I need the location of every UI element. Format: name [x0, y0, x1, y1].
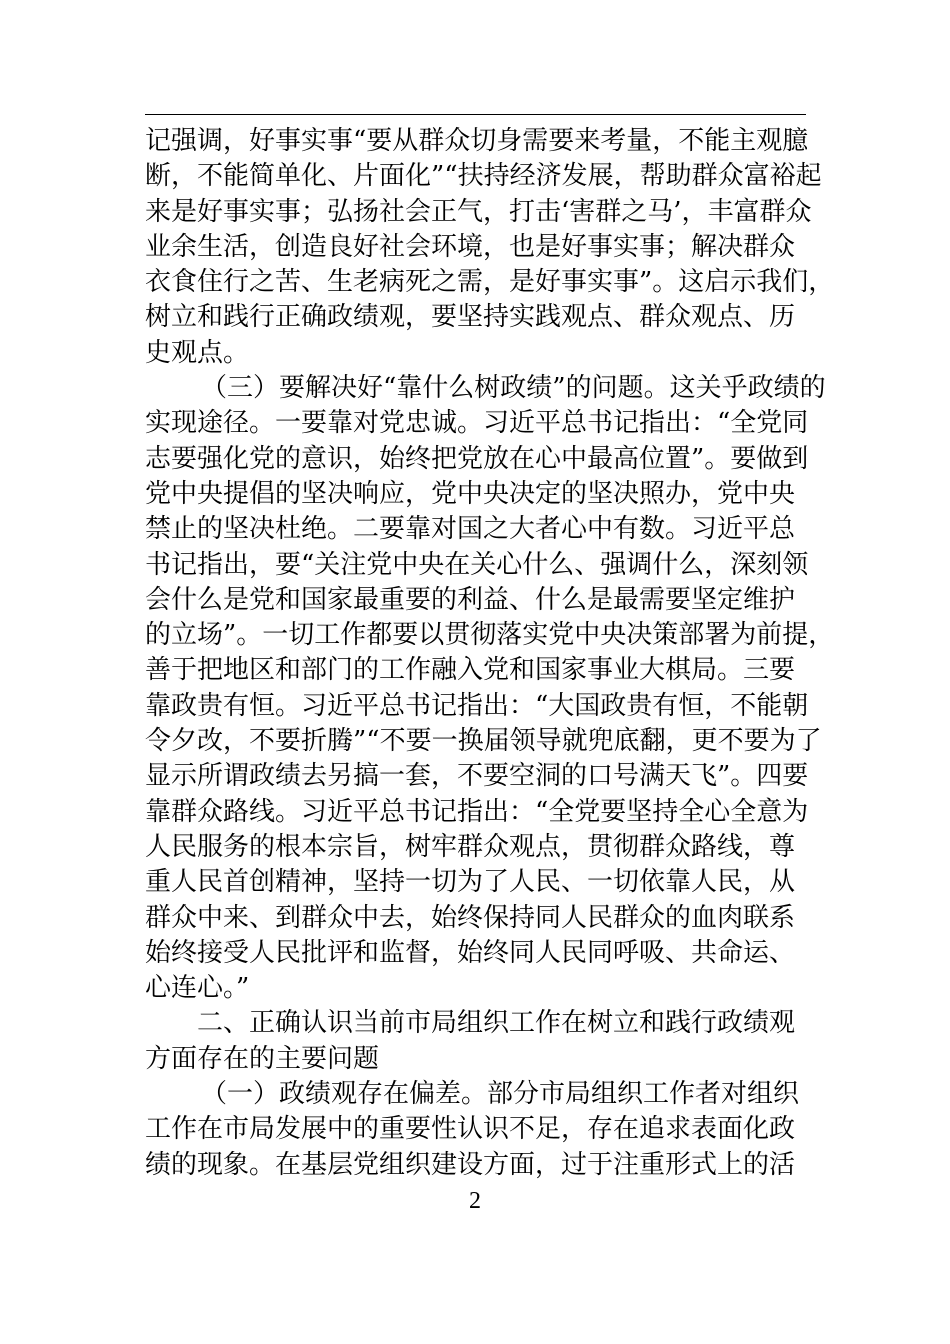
text-line: 靠群众路线。习近平总书记指出：“全党要坚持全心全意为	[145, 796, 809, 827]
paragraph-start-line: （一）政绩观存在偏差。部分市局组织工作者对组织	[201, 1079, 800, 1110]
text-line: 衣食住行之苦、生老病死之需，是好事实事”。这启示我们，	[145, 267, 835, 298]
text-line: 来是好事实事；弘扬社会正气，打击‘害群之马’，丰富群众	[145, 196, 812, 227]
text-line: 禁止的坚决杜绝。二要靠对国之大者心中有数。习近平总	[145, 514, 796, 545]
text-line: 业余生活，创造良好社会环境，也是好事实事；解决群众	[145, 231, 796, 262]
text-line: 令夕改，不要折腾”“不要一换届领导就兜底翻，更不要为了	[145, 726, 822, 757]
text-line: 重人民首创精神，坚持一切为了人民、一切依靠人民，从	[145, 867, 796, 898]
text-line: 靠政贵有恒。习近平总书记指出：“大国政贵有恒，不能朝	[145, 690, 809, 721]
text-line: 断，不能简单化、片面化”“扶持经济发展，帮助群众富裕起	[145, 161, 822, 192]
text-line: 显示所谓政绩去另搞一套，不要空洞的口号满天飞”。四要	[145, 761, 809, 792]
section-heading-line: 二、正确认识当前市局组织工作在树立和践行政绩观	[197, 1008, 796, 1039]
text-line: 心连心。”	[145, 973, 250, 1004]
text-line: 实现途径。一要靠对党忠诚。习近平总书记指出：“全党同	[145, 408, 809, 439]
page-number: 2	[469, 1188, 481, 1214]
text-line: 人民服务的根本宗旨，树牢群众观点，贯彻群众路线，尊	[145, 831, 796, 862]
text-line: 绩的现象。在基层党组织建设方面，过于注重形式上的活	[145, 1149, 796, 1180]
section-heading-line: 方面存在的主要问题	[145, 1043, 380, 1074]
text-line: 工作在市局发展中的重要性认识不足，存在追求表面化政	[145, 1114, 796, 1145]
text-line: 志要强化党的意识，始终把党放在心中最高位置”。要做到	[145, 443, 809, 474]
text-line: 的立场”。一切工作都要以贯彻落实党中央决策部署为前提，	[145, 620, 835, 651]
paragraph-start-line: （三）要解决好“靠什么树政绩”的问题。这关乎政绩的	[201, 373, 826, 404]
text-line: 史观点。	[145, 337, 250, 368]
header-rule	[145, 114, 806, 115]
text-line: 始终接受人民批评和监督，始终同人民同呼吸、共命运、	[145, 937, 796, 968]
text-line: 会什么是党和国家最重要的利益、什么是最需要坚定维护	[145, 584, 796, 615]
text-line: 群众中来、到群众中去，始终保持同人民群众的血肉联系	[145, 902, 796, 933]
text-line: 党中央提倡的坚决响应，党中央决定的坚决照办，党中央	[145, 478, 796, 509]
text-line: 善于把地区和部门的工作融入党和国家事业大棋局。三要	[145, 655, 796, 686]
text-line: 书记指出，要“关注党中央在关心什么、强调什么，深刻领	[145, 549, 809, 580]
body-text	[145, 124, 835, 1183]
text-line: 记强调，好事实事“要从群众切身需要来考量，不能主观臆	[145, 126, 809, 156]
text-line: 树立和践行正确政绩观，要坚持实践观点、群众观点、历	[145, 302, 796, 333]
